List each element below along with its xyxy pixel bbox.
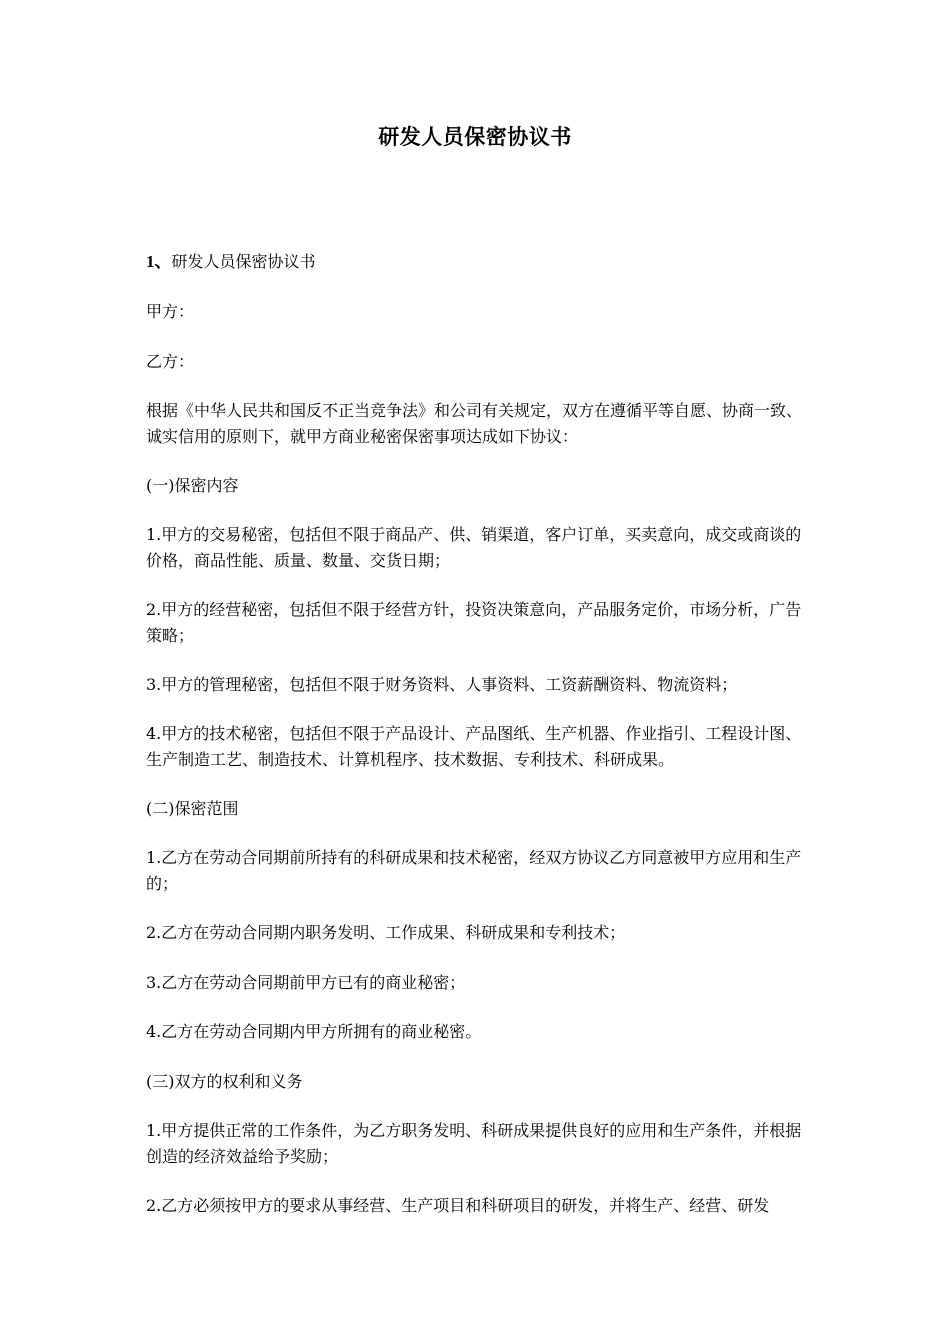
paragraph-preamble: 根据《中华人民共和国反不正当竞争法》和公司有关规定，双方在遵循平等自愿、协商一致、诚实信用的原则下，就甲方商业秘密保密事项达成如下协议： [146,401,803,446]
document-title: 研发人员保密协议书 [378,124,572,149]
paragraph-content-1: 1.甲方的交易秘密，包括但不限于商品产、供、销渠道，客户订单，买卖意向，成交或商谈的价格，商品性能、质量、数量、交货日期； [146,525,802,570]
section-heading [146,249,811,275]
paragraph-scope-3: 3.乙方在劳动合同期前甲方已有的商业秘密； [146,973,466,992]
paragraph-content-2: 2.甲方的经营秘密，包括但不限于经营方针，投资决策意向，产品服务定价，市场分析，广告策略； [146,600,802,645]
paragraph-rights-2: 2.乙方必须按甲方的要求从事经营、生产项目和科研项目的研发，并将生产、经营、研发 [146,1196,770,1215]
party-a-label: 甲方： [146,302,195,321]
paragraph-content-4: 4.甲方的技术秘密，包括但不限于产品设计、产品图纸、生产机器、作业指引、工程设计图、生产制造工艺、制造技术、计算机程序、技术数据、专利技术、科研成果。 [146,724,802,769]
subheading-confidential-content: (一)保密内容 [146,476,239,495]
section-title: 研发人员保密协议书 [171,252,316,271]
subheading-rights-obligations: (三)双方的权利和义务 [146,1072,303,1091]
paragraph-scope-4: 4.乙方在劳动合同期内甲方所拥有的商业秘密。 [146,1022,482,1041]
paragraph-content-3: 3.甲方的管理秘密，包括但不限于财务资料、人事资料、工资薪酬资料、物流资料； [146,675,738,694]
subheading-confidential-scope: (二)保密范围 [146,799,239,818]
section-number: 1、 [146,252,172,271]
party-b-label: 乙方： [146,352,195,371]
paragraph-rights-1: 1.甲方提供正常的工作条件，为乙方职务发明、科研成果提供良好的应用和生产条件，并根据创造的经济效益给予奖励； [146,1121,802,1166]
paragraph-scope-2: 2.乙方在劳动合同期内职务发明、工作成果、科研成果和专利技术； [146,923,626,942]
paragraph-scope-1: 1.乙方在劳动合同期前所持有的科研成果和技术秘密，经双方协议乙方同意被甲方应用和生产的； [146,848,802,893]
